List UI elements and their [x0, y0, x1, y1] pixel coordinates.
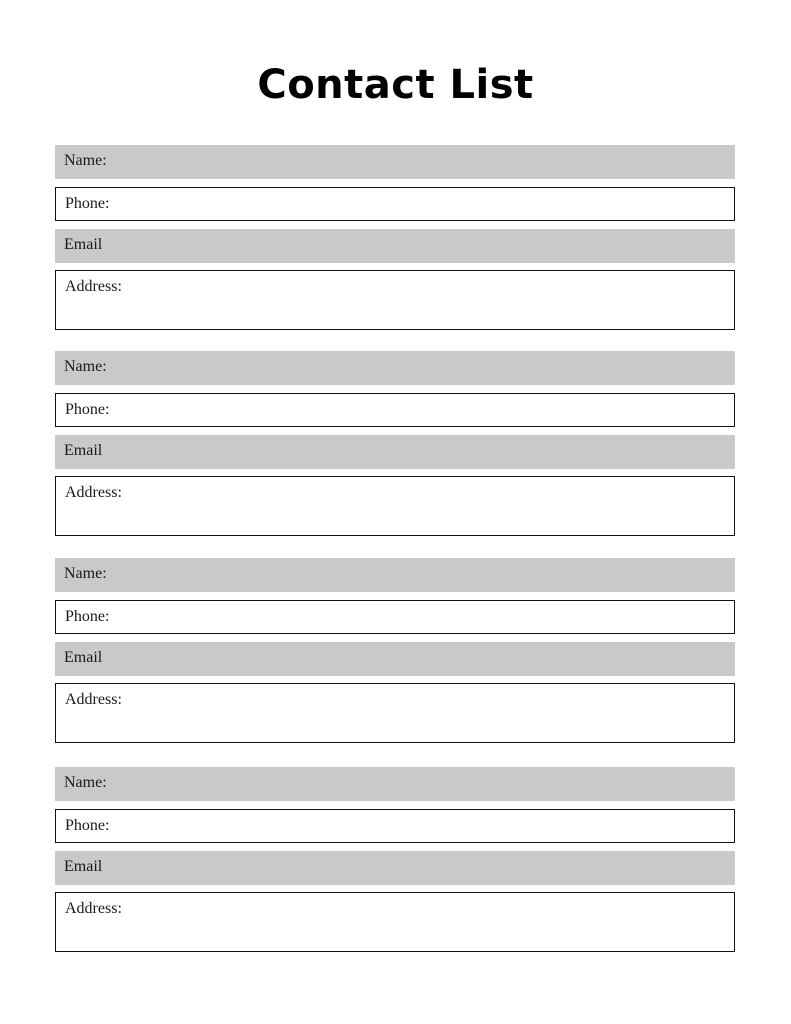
page-title: Contact List	[257, 62, 534, 108]
phone-field[interactable]	[55, 809, 735, 843]
phone-field[interactable]	[55, 187, 735, 221]
address-label: Address:	[65, 691, 122, 708]
email-label: Email	[64, 442, 103, 459]
email-field[interactable]	[55, 851, 735, 885]
name-field[interactable]	[55, 145, 735, 179]
address-label: Address:	[65, 484, 122, 501]
address-field[interactable]	[55, 683, 735, 743]
address-field[interactable]	[55, 476, 735, 536]
email-field[interactable]	[55, 642, 735, 676]
name-field[interactable]	[55, 558, 735, 592]
address-label: Address:	[65, 900, 122, 917]
name-field[interactable]	[55, 767, 735, 801]
address-field[interactable]	[55, 270, 735, 330]
address-field[interactable]	[55, 892, 735, 952]
name-label: Name:	[64, 152, 107, 169]
phone-label: Phone:	[65, 608, 110, 625]
phone-field[interactable]	[55, 393, 735, 427]
name-label: Name:	[64, 565, 107, 582]
address-label: Address:	[65, 278, 122, 295]
phone-label: Phone:	[65, 195, 110, 212]
email-field[interactable]	[55, 229, 735, 263]
name-field[interactable]	[55, 351, 735, 385]
phone-label: Phone:	[65, 401, 110, 418]
phone-label: Phone:	[65, 817, 110, 834]
name-label: Name:	[64, 774, 107, 791]
email-label: Email	[64, 858, 103, 875]
email-label: Email	[64, 236, 103, 253]
phone-field[interactable]	[55, 600, 735, 634]
name-label: Name:	[64, 358, 107, 375]
email-field[interactable]	[55, 435, 735, 469]
email-label: Email	[64, 649, 103, 666]
